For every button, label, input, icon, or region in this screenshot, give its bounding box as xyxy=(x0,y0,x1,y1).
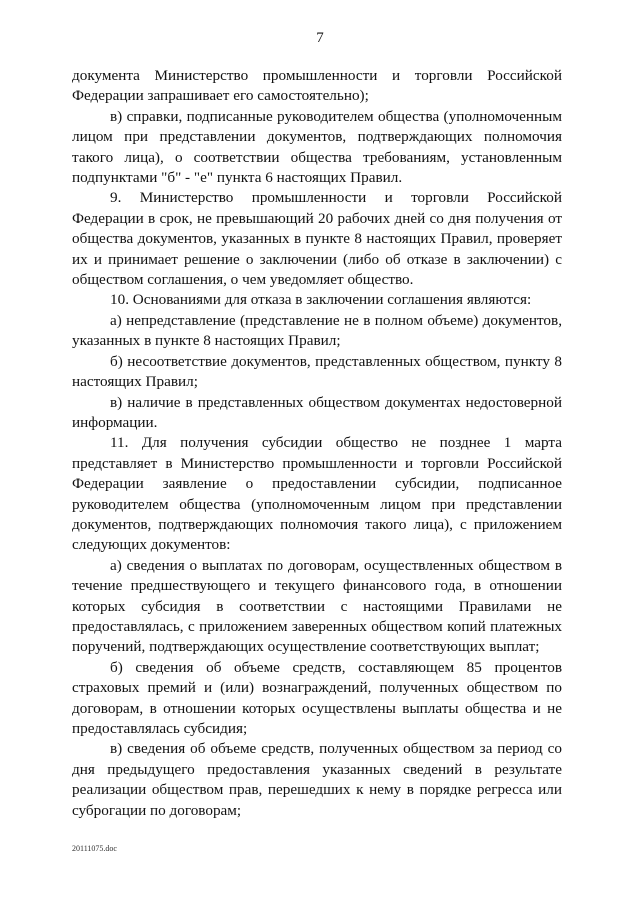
paragraph-continuation: документа Министерство промышленности и торговли Российской Федерации запрашивает его самостоятельно); xyxy=(72,67,562,105)
paragraph-11b: б) сведения об объеме средств, составляющем 85 процентов страховых премий и (или) вознаграждений, полученных обществом по договорам, в отношении которых осуществлены выплаты общества и не предоставлялась субсидия; xyxy=(72,658,562,737)
paragraph-9-review: 9. Министерство промышленности и торговли Российской Федерации в срок, не превышающий 20 рабочих дней со дня получения от общества документов, указанных в пункте 8 настоящих Правил, проверяет их и принимает решение о заключении (либо об отказе в заключении) с обществом соглашения, о чем уведомляет общество. xyxy=(72,189,562,289)
paragraph-10-grounds: 10. Основаниями для отказа в заключении соглашения являются: xyxy=(110,291,532,309)
page-number: 7 xyxy=(316,30,324,46)
paragraph-10b: б) несоответствие документов, представленных обществом, пункту 8 настоящих Правил; xyxy=(72,352,562,391)
paragraph-11-application: 11. Для получения субсидии общество не позднее 1 марта представляет в Министерство промышленности и торговли Российской Федерации заявление о предоставлении субсидии, подписанное руководителем общества (уполномоченным лицом при представлении документов, подтверждающих полномочия такого лица), с приложением следующих документов: xyxy=(72,434,562,554)
document-body xyxy=(72,66,562,821)
footer-filename: 20111075.doc xyxy=(72,844,117,853)
paragraph-11v: в) сведения об объеме средств, полученных обществом за период со дня предыдущего предоставления указанных сведений в результате реализации обществом прав, перешедших к нему в порядке регресса или суброгации по договорам; xyxy=(72,740,562,819)
paragraph-10a: а) непредставление (представление не в полном объеме) документов, указанных в пункте 8 настоящих Правил; xyxy=(72,311,562,350)
paragraph-11a: а) сведения о выплатах по договорам, осуществленных обществом в течение предшествующего и текущего финансового года, в отношении которых субсидия в соответствии с настоящими Правилами не предоставлялась, с приложением заверенных обществом копий платежных поручений, подтверждающих осуществление соответствующих выплат; xyxy=(72,556,562,656)
paragraph-item-v-certificates: в) справки, подписанные руководителем общества (уполномоченным лицом при представлении документов, подтверждающих полномочия такого лица), о соответствии общества требованиям, установленным подпунктами "б" - "е" пункта 6 настоящих Правил. xyxy=(72,107,562,187)
paragraph-10v: в) наличие в представленных обществом документах недостоверной информации. xyxy=(72,393,562,431)
